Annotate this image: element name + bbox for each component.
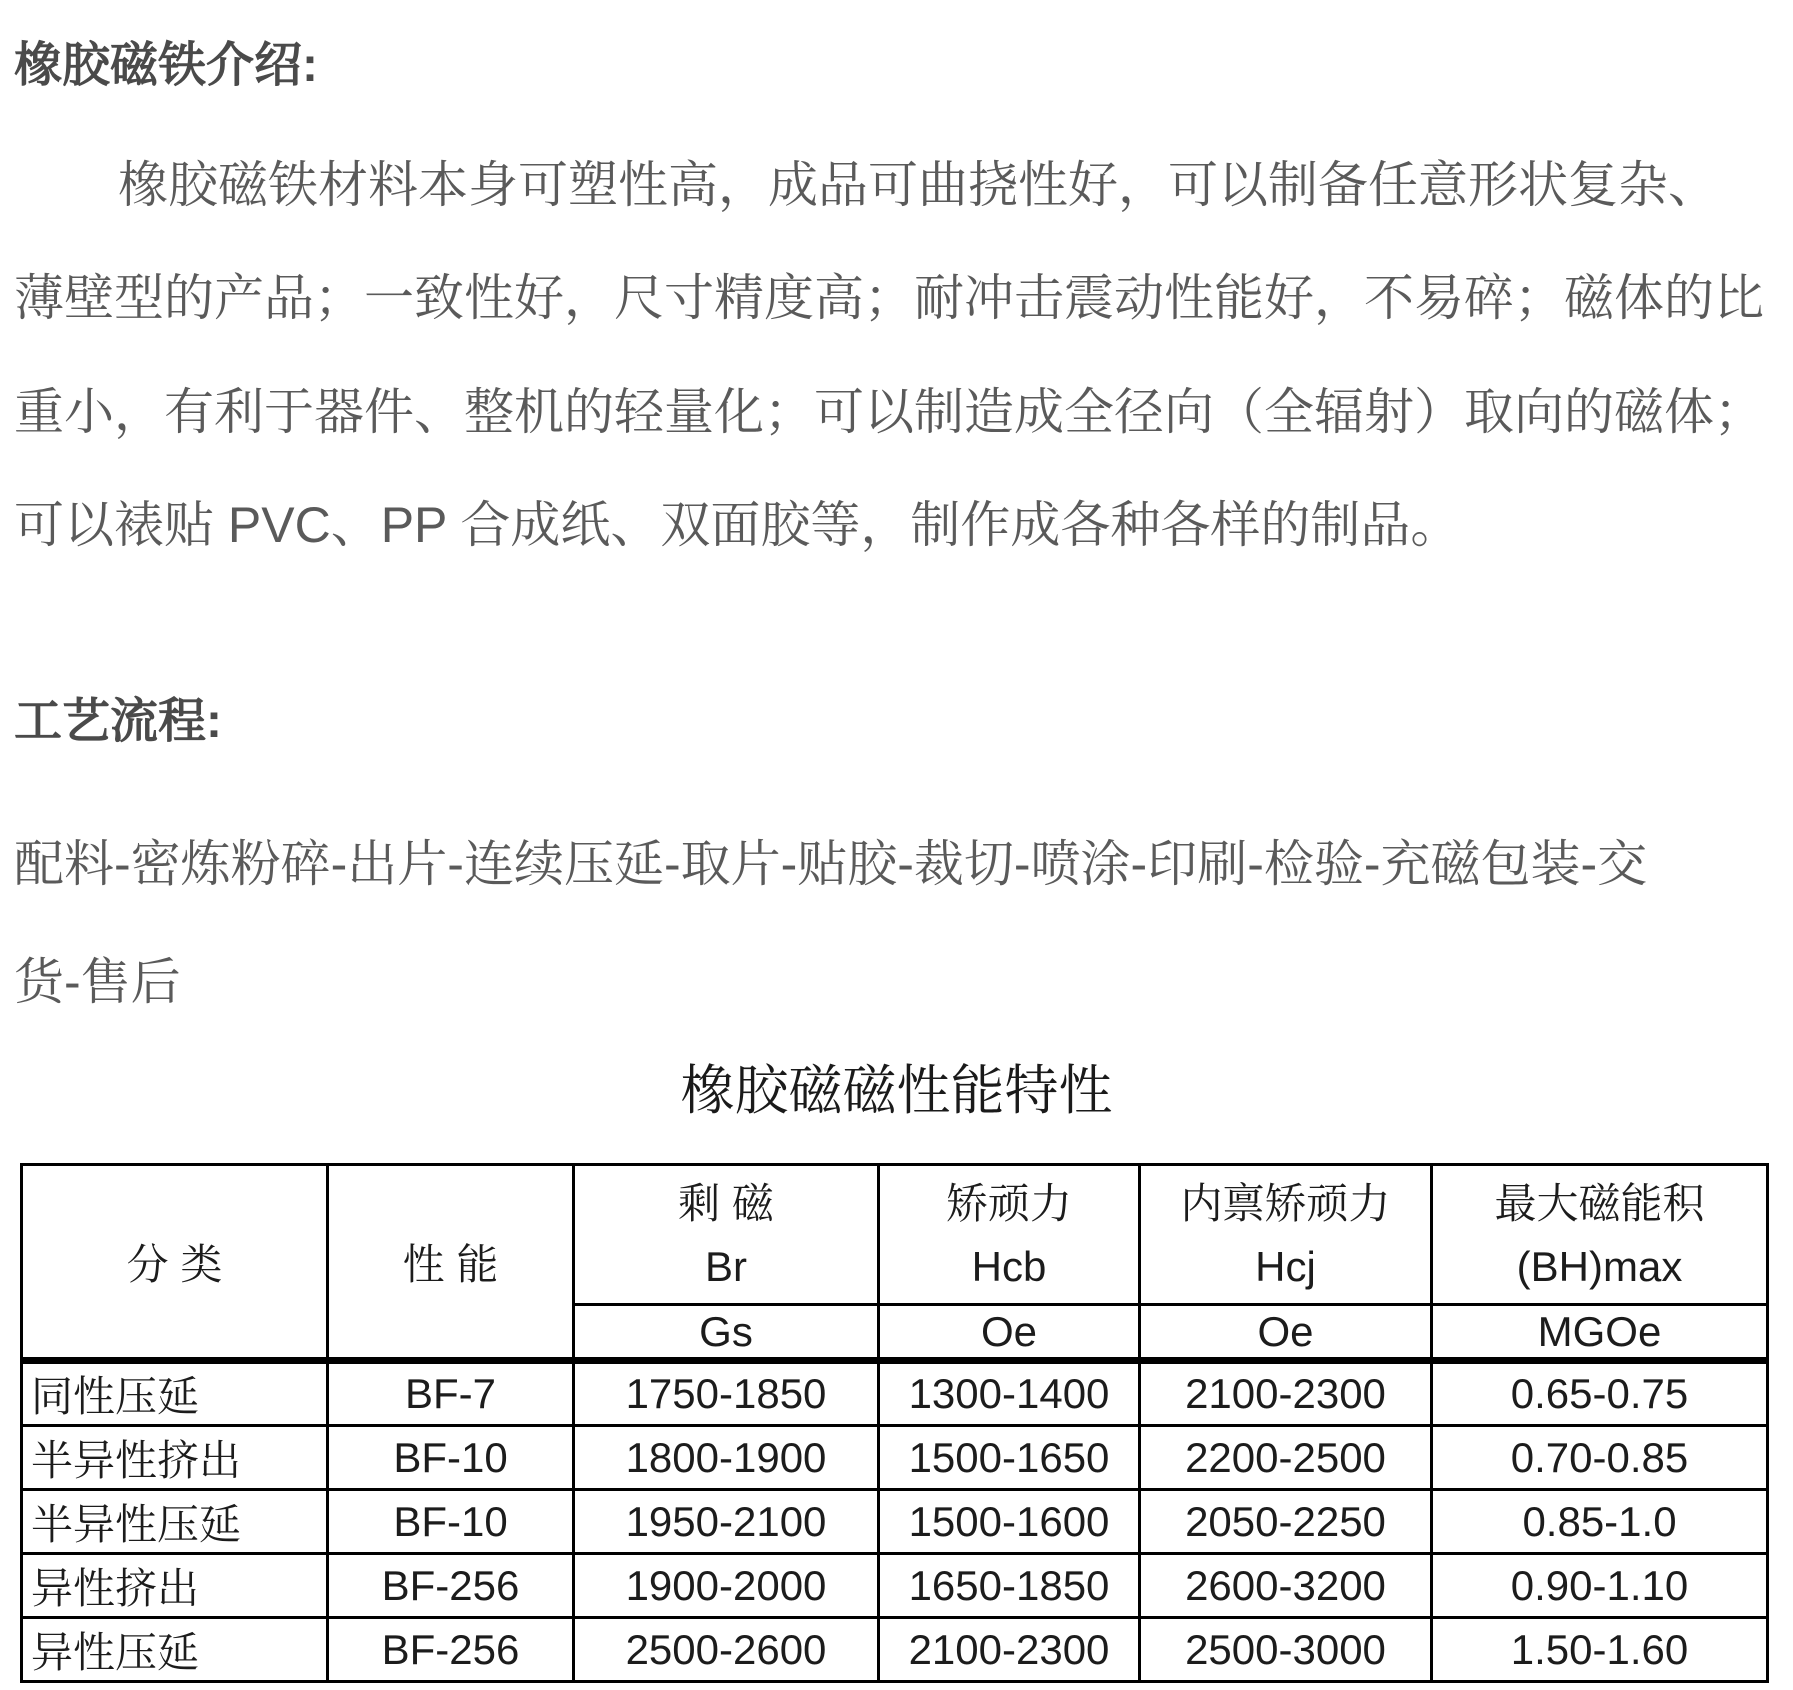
header-max-energy-product-symbol: (BH)max: [1516, 1242, 1683, 1290]
cell-hcb: 1300-1400: [879, 1361, 1140, 1426]
unit-gs: Gs: [574, 1305, 879, 1361]
header-performance: 性 能: [328, 1165, 574, 1361]
cell-grade: BF-7: [328, 1361, 574, 1426]
cell-bhmax: 0.65-0.75: [1432, 1361, 1768, 1426]
cell-category: 半异性压延: [22, 1490, 328, 1554]
header-max-energy-product: [1432, 1165, 1768, 1305]
header-intrinsic-coercivity: [1140, 1165, 1432, 1305]
header-coercivity: [879, 1165, 1140, 1305]
cell-br: 1900-2000: [574, 1554, 879, 1618]
cell-br: 1750-1850: [574, 1361, 879, 1426]
header-remanence-symbol: Br: [705, 1242, 747, 1290]
cell-grade: BF-256: [328, 1618, 574, 1682]
cell-grade: BF-10: [328, 1490, 574, 1554]
cell-bhmax: 0.85-1.0: [1432, 1490, 1768, 1554]
table-title: 橡胶磁磁性能特性: [680, 1061, 1113, 1121]
intro-paragraph-line-3: 重小，有利于器件、整机的轻量化；可以制造成全径向（全辐射）取向的磁体；: [14, 384, 1764, 440]
cell-hcb: 1500-1650: [879, 1426, 1140, 1490]
cell-grade: BF-256: [328, 1554, 574, 1618]
intro-paragraph-line-4: 可以裱贴 PVC、PP 合成纸、双面胶等，制作成各种各样的制品。: [14, 497, 1461, 553]
process-heading: 工艺流程:: [14, 695, 222, 748]
header-coercivity-cn: 矫顽力: [945, 1179, 1072, 1227]
cell-br: 2500-2600: [574, 1618, 879, 1682]
cell-category: 同性压延: [22, 1361, 328, 1426]
process-flow-line-1: 配料-密炼粉碎-出片-连续压延-取片-贴胶-裁切-喷涂-印刷-检验-充磁包装-交: [14, 836, 1648, 892]
unit-oe-hcj: Oe: [1140, 1305, 1432, 1361]
cell-grade: BF-10: [328, 1426, 574, 1490]
header-category: 分 类: [22, 1165, 328, 1361]
cell-category: 异性挤出: [22, 1554, 328, 1618]
cell-br: 1800-1900: [574, 1426, 879, 1490]
intro-heading: 橡胶磁铁介绍:: [14, 39, 318, 92]
cell-category: 半异性挤出: [22, 1426, 328, 1490]
table-row: [22, 1490, 1768, 1554]
header-coercivity-symbol: Hcb: [971, 1242, 1047, 1290]
cell-hcj: 2200-2500: [1140, 1426, 1432, 1490]
header-intrinsic-coercivity-cn: 内禀矫顽力: [1180, 1179, 1391, 1227]
cell-bhmax: 0.70-0.85: [1432, 1426, 1768, 1490]
cell-bhmax: 0.90-1.10: [1432, 1554, 1768, 1618]
cell-hcb: 1500-1600: [879, 1490, 1140, 1554]
magnetic-properties-table: [20, 1163, 1769, 1683]
header-intrinsic-coercivity-symbol: Hcj: [1255, 1242, 1316, 1290]
cell-hcj: 2600-3200: [1140, 1554, 1432, 1618]
header-remanence-cn: 剩 磁: [678, 1179, 774, 1227]
cell-hcj: 2050-2250: [1140, 1490, 1432, 1554]
table-row: [22, 1554, 1768, 1618]
cell-hcb: 2100-2300: [879, 1618, 1140, 1682]
table-row: [22, 1426, 1768, 1490]
cell-br: 1950-2100: [574, 1490, 879, 1554]
header-remanence: [574, 1165, 879, 1305]
unit-mgoe: MGOe: [1432, 1305, 1768, 1361]
intro-paragraph-line-2: 薄壁型的产品；一致性好，尺寸精度高；耐冲击震动性能好，不易碎；磁体的比: [14, 270, 1764, 326]
cell-category: 异性压延: [22, 1618, 328, 1682]
cell-hcj: 2100-2300: [1140, 1361, 1432, 1426]
unit-oe-hcb: Oe: [879, 1305, 1140, 1361]
table-header-row: [22, 1165, 1768, 1305]
table-row: [22, 1361, 1768, 1426]
cell-hcj: 2500-3000: [1140, 1618, 1432, 1682]
intro-paragraph-line-1: 橡胶磁铁材料本身可塑性高，成品可曲挠性好，可以制备任意形状复杂、: [118, 157, 1718, 213]
cell-hcb: 1650-1850: [879, 1554, 1140, 1618]
table-row: [22, 1618, 1768, 1682]
header-max-energy-product-cn: 最大磁能积: [1494, 1179, 1705, 1227]
process-flow-line-2: 货-售后: [14, 954, 181, 1010]
cell-bhmax: 1.50-1.60: [1432, 1618, 1768, 1682]
